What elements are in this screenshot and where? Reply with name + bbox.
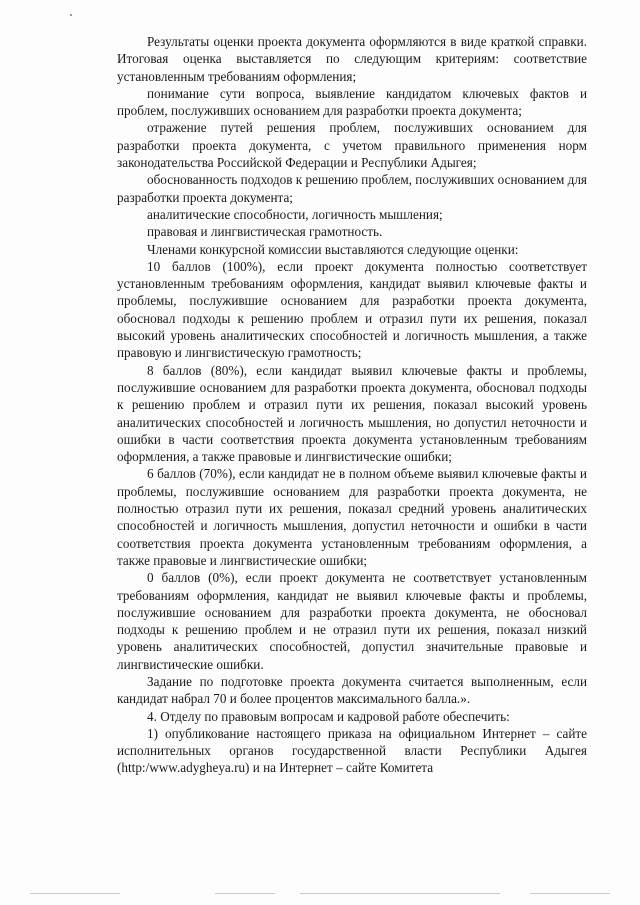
paragraph-item-4-1: 1) опубликование настоящего приказа на официальном Интернет – сайте исполнительных органов государственной власти Республики Адыгея (http:/www.adygheya.ru) и на Интернет – сайте Комитета [117, 725, 587, 776]
scan-edge-line [300, 893, 500, 894]
scan-mark [70, 14, 72, 16]
paragraph-criterion-analytics: аналитические способности, логичность мышления; [147, 206, 443, 222]
scan-edge-line [215, 893, 275, 894]
document-body [117, 33, 587, 777]
paragraph-item-4: 4. Отделу по правовым вопросам и кадровой работе обеспечить: [147, 708, 510, 724]
paragraph-evaluation-criteria-intro: Результаты оценки проекта документа оформляются в виде краткой справки. Итоговая оценка выставляется по следующим критериям: соответствие установленным требованиям оформления; [117, 34, 587, 84]
paragraph-grade-6: 6 баллов (70%), если кандидат не в полном объеме выявил ключевые факты и проблемы, послужившие основанием для разработки проекта документа, не полностью отразил пути их решения, показал средний уровень аналитических способностей и логичность мышления, допустил неточности и ошибки в части соответствия проекта документа установленным требованиям оформления, а также правовые и лингвистические ошибки; [117, 466, 587, 568]
paragraph-grades-intro: Членами конкурсной комиссии выставляются следующие оценки: [147, 241, 519, 257]
paragraph-criterion-literacy: правовая и лингвистическая грамотность. [147, 224, 383, 240]
paragraph-criterion-justification: обоснованность подходов к решению проблем, послуживших основанием для разработки проекта документа; [117, 172, 587, 205]
paragraph-criterion-solutions: отражение путей решения проблем, послуживших основанием для разработки проекта документа, с учетом правильного применения норм законодательства Российской Федерации и Республики Адыгея; [117, 120, 587, 171]
scan-edge-line [530, 893, 610, 894]
paragraph-completion-rule: Задание по подготовке проекта документа считается выполненным, если кандидат набрал 70 и более процентов максимального балла.». [117, 673, 587, 707]
paragraph-grade-8: 8 баллов (80%), если кандидат выявил ключевые факты и проблемы, послужившие основанием для разработки проекта документа, обосновал подходы к решению проблем и отразил пути их решения, показал высокий уровень аналитических способностей и логичность мышления, но допустил неточности и ошибки в части соответствия проекта документа установленным требованиям оформления, а также правовые и лингвистические ошибки; [117, 362, 587, 465]
paragraph-criterion-understanding: понимание сути вопроса, выявление кандидатом ключевых фактов и проблем, послуживших основанием для разработки проекта документа; [117, 85, 587, 119]
paragraph-grade-10: 10 баллов (100%), если проект документа полностью соответствует установленным требованиям оформления, кандидат выявил ключевые факты и проблемы, послужившие основанием для разработки проекта документа, обосновал подходы к решению проблем и отразил пути их решения, показал высокий уровень аналитических способностей и логичность мышления, а также правовую и лингвистическую грамотность; [117, 258, 587, 361]
scan-edge-line [30, 893, 120, 894]
paragraph-grade-0: 0 баллов (0%), если проект документа не соответствует установленным требованиям оформления, кандидат не выявил ключевые факты и проблемы, послужившие основанием для разработки проекта документа, не обосновал подходы к решению проблем и не отразил пути их решения, показал низкий уровень аналитических способностей, допустил значительные правовые и лингвистические ошибки. [117, 570, 587, 672]
